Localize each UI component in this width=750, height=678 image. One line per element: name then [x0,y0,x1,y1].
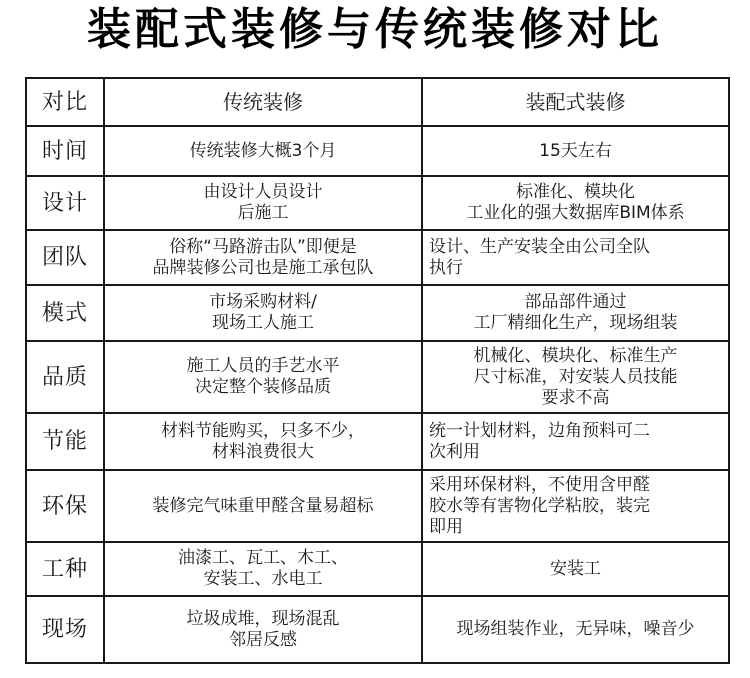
row-label-mode: 模式 [26,285,104,341]
row-label-team: 团队 [26,230,104,285]
cell-text: 施工人员的手艺水平 [186,356,340,376]
cell-design-prefab [422,176,729,230]
cell-team-traditional [104,230,422,285]
cell-text: 装修完气味重甲醛含量易超标 [152,495,374,516]
cell-trades-prefab [422,542,729,596]
cell-time-prefab [422,126,729,176]
cell-text: 品牌装修公司也是施工承包队 [152,257,374,278]
cell-text: 现场工人施工 [212,313,314,333]
cell-text: 部品部件通过 [524,292,627,312]
row-label-trades: 工种 [26,542,104,596]
cell-trades-traditional [104,542,422,596]
cell-text: 后施工 [237,203,289,223]
cell-text: 安装工、水电工 [203,569,323,589]
header-traditional: 传统装修 [104,78,422,126]
row-label-design: 设计 [26,176,104,230]
cell-text: 市场采购材料/ [209,292,317,312]
cell-text: 现场组装作业，无异味，噪音少 [456,619,695,639]
table-row [26,176,729,230]
header-prefab: 装配式装修 [422,78,729,126]
cell-text: 材料节能购买，只多不少， [161,420,365,441]
row-label-eco: 环保 [26,470,104,542]
cell-quality-traditional [104,341,422,413]
cell-text: 材料浪费很大 [212,441,314,462]
table-row [26,596,729,663]
cell-text: 由设计人员设计 [203,182,323,202]
cell-text: 胶水等有害物化学粘胶，装完 [429,495,650,516]
cell-site-traditional [104,596,422,663]
cell-text: 邻居反感 [229,629,297,650]
cell-design-traditional [104,176,422,230]
header-corner: 对比 [26,78,104,126]
cell-text: 安装工 [550,558,601,579]
cell-text: 次利用 [429,441,480,462]
cell-text: 传统装修大概3个月 [189,140,337,161]
comparison-table [25,77,730,664]
cell-text: 尺寸标准，对安装人员技能 [473,366,678,387]
table-row [26,413,729,470]
header-row [26,78,729,126]
table-row [26,230,729,285]
cell-energy-prefab [422,413,729,470]
cell-text: 设计、生产安装全由公司全队 [429,236,650,257]
cell-text: 采用环保材料，不使用含甲醛 [429,474,650,495]
page-title: 装配式装修与传统装修对比 [87,4,663,55]
cell-time-traditional [104,126,422,176]
cell-text: 工业化的强大数据库BIM体系 [466,203,685,223]
cell-text: 俗称“马路游击队”即便是 [169,236,357,257]
cell-text: 垃圾成堆，现场混乱 [186,608,340,629]
table-row [26,126,729,176]
row-label-time: 时间 [26,126,104,176]
cell-energy-traditional [104,413,422,470]
row-label-site: 现场 [26,596,104,663]
cell-text: 标准化、模块化 [516,182,635,202]
cell-site-prefab [422,596,729,663]
table-row [26,341,729,413]
row-label-quality: 品质 [26,341,104,413]
cell-text: 执行 [429,257,463,278]
cell-text: 油漆工、瓦工、木工、 [178,548,348,568]
table-row [26,542,729,596]
table-row [26,285,729,341]
cell-eco-prefab [422,470,729,542]
table-row [26,470,729,542]
cell-quality-prefab [422,341,729,413]
cell-text: 即用 [429,516,463,537]
cell-text: 工厂精细化生产，现场组装 [473,313,678,333]
row-label-energy: 节能 [26,413,104,470]
cell-mode-prefab [422,285,729,341]
cell-eco-traditional [104,470,422,542]
cell-text: 统一计划材料，边角预料可二 [429,420,650,441]
cell-text: 机械化、模块化、标准生产 [473,345,678,366]
cell-team-prefab [422,230,729,285]
cell-text: 要求不高 [541,387,610,408]
cell-mode-traditional [104,285,422,341]
cell-text: 15天左右 [539,140,612,161]
cell-text: 决定整个装修品质 [195,377,331,397]
